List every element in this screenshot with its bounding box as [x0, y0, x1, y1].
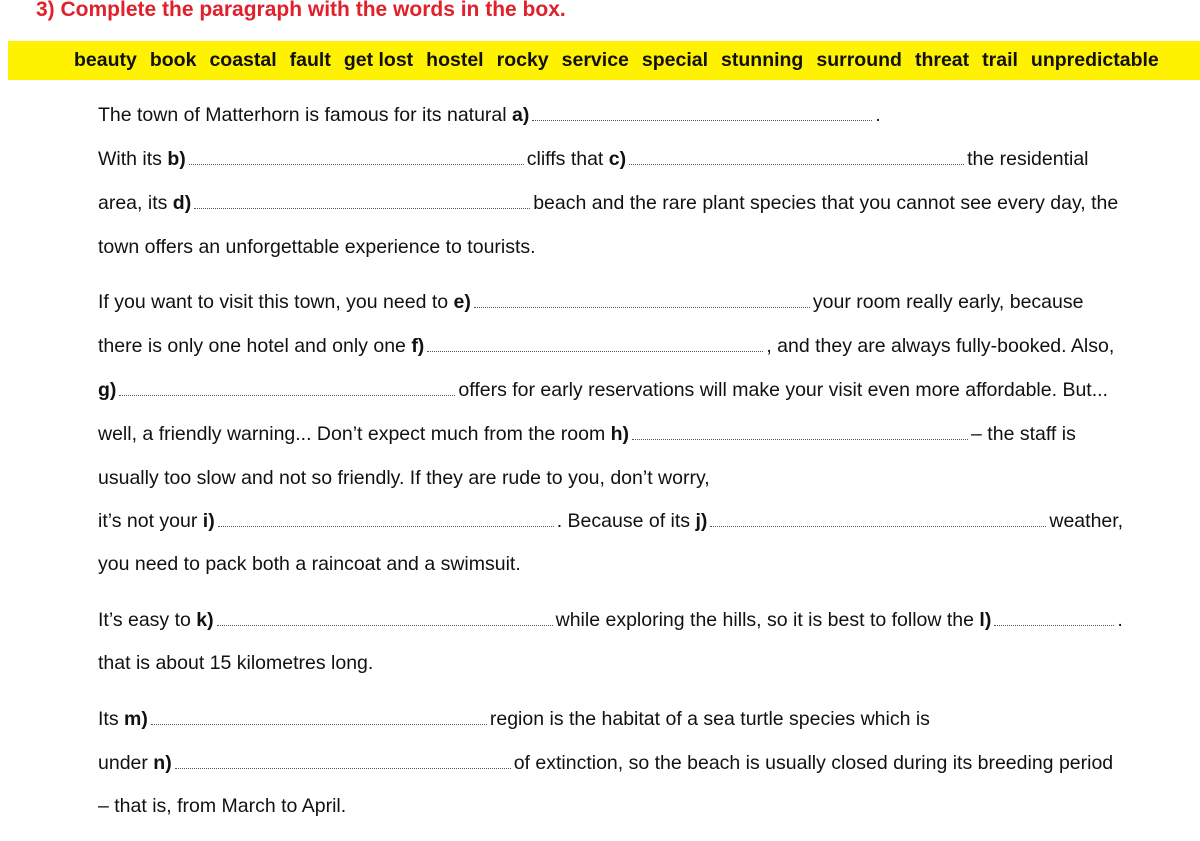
sentence-text: Its [98, 708, 125, 730]
sentence-text: offers for early reservations will make your visit even more affordable. But... [458, 379, 1108, 401]
gap-d-blank[interactable] [194, 204, 530, 209]
sentence-text: – that is, from March to April. [98, 795, 347, 817]
gap-k-blank[interactable] [217, 621, 553, 626]
gap-label-e: e) [453, 291, 471, 313]
sentence-text: , and they are always fully-booked. Also, [766, 335, 1115, 357]
sentence-text: you need to pack both a raincoat and a swimsuit. [98, 553, 521, 575]
word-box-item: trail [982, 49, 1018, 71]
sentence-text: beach and the rare plant species that you cannot see every day, the [533, 192, 1119, 214]
sentence-text: region is the habitat of a sea turtle species which is [489, 708, 930, 730]
paragraph-line [98, 291, 1083, 314]
sentence-text: while exploring the hills, so it is best to follow the [555, 609, 980, 631]
paragraph-line [98, 708, 930, 731]
paragraph-line [98, 652, 373, 675]
paragraph-line [98, 148, 1089, 171]
gap-i-blank[interactable] [218, 522, 554, 527]
gap-label-d: d) [172, 192, 192, 214]
gap-label-a: a) [512, 104, 530, 126]
paragraph-line [98, 752, 1113, 775]
sentence-text: that is about 15 kilometres long. [98, 652, 374, 674]
paragraph-line [98, 236, 536, 259]
sentence-text: . Because of its [556, 510, 696, 532]
paragraph-line [98, 335, 1114, 358]
paragraph-line [98, 609, 1123, 632]
sentence-text: The town of Matterhorn is famous for its natural [98, 104, 513, 126]
gap-label-g: g) [98, 379, 117, 401]
sentence-text: your room really early, because [812, 291, 1084, 313]
word-box-item: threat [914, 49, 970, 71]
sentence-text: area, its [98, 192, 173, 214]
gap-label-n: n) [153, 752, 172, 774]
word-box-item: fault [289, 49, 331, 71]
paragraph-line [98, 379, 1108, 402]
gap-label-f: f) [411, 335, 425, 357]
gap-label-c: c) [608, 148, 627, 170]
gap-m-blank[interactable] [151, 720, 487, 725]
gap-label-m: m) [124, 708, 148, 730]
word-box-item: stunning [721, 49, 804, 71]
sentence-text: It’s easy to [98, 609, 197, 631]
gap-g-blank[interactable] [119, 391, 455, 396]
paragraph-line [98, 423, 1076, 446]
gap-c-blank[interactable] [629, 160, 964, 165]
word-box-item: get lost [343, 49, 414, 71]
gap-j-blank[interactable] [710, 522, 1046, 527]
word-box [8, 41, 1200, 80]
gap-label-k: k) [196, 609, 214, 631]
sentence-text: weather, [1049, 510, 1124, 532]
paragraph-line [98, 510, 1123, 533]
word-box-item: unpredictable [1030, 49, 1159, 71]
gap-label-j: j) [695, 510, 708, 532]
gap-n-blank[interactable] [175, 764, 511, 769]
word-box-item: surround [816, 49, 902, 71]
gap-a-blank[interactable] [532, 116, 872, 121]
gap-h-blank[interactable] [632, 435, 968, 440]
paragraph-line [98, 795, 346, 818]
paragraph-line [98, 467, 710, 490]
sentence-text: town offers an unforgettable experience to tourists. [98, 236, 536, 258]
gap-label-h: h) [610, 423, 630, 445]
sentence-text: usually too slow and not so friendly. If they are rude to you, don’t worry, [98, 467, 710, 489]
sentence-text: of extinction, so the beach is usually closed during its breeding period [513, 752, 1114, 774]
word-box-item: service [561, 49, 629, 71]
gap-l-blank[interactable] [994, 621, 1114, 626]
sentence-text: well, a friendly warning... Don’t expect much from the room [98, 423, 611, 445]
sentence-text: the residential [967, 148, 1089, 170]
paragraph-line [98, 104, 881, 127]
sentence-text: . [875, 104, 881, 126]
sentence-text: With its [98, 148, 168, 170]
word-box-item: beauty [74, 49, 137, 71]
gap-f-blank[interactable] [427, 347, 763, 352]
paragraph-line [98, 192, 1118, 215]
gap-e-blank[interactable] [474, 303, 810, 308]
gap-label-l: l) [979, 609, 992, 631]
gap-label-i: i) [202, 510, 215, 532]
sentence-text: there is only one hotel and only one [98, 335, 412, 357]
word-box-item: coastal [209, 49, 277, 71]
sentence-text: cliffs that [526, 148, 609, 170]
gap-b-blank[interactable] [189, 160, 524, 165]
sentence-text: – the staff is [971, 423, 1076, 445]
gap-label-b: b) [167, 148, 186, 170]
sentence-text: If you want to visit this town, you need to [98, 291, 454, 313]
word-box-item: book [149, 49, 197, 71]
sentence-text: . [1117, 609, 1123, 631]
paragraph-line [98, 553, 521, 576]
sentence-text: under [98, 752, 154, 774]
exercise-title: 3) Complete the paragraph with the words in the box. [36, 0, 566, 21]
word-box-item: rocky [496, 49, 549, 71]
word-box-item: hostel [426, 49, 484, 71]
word-box-item: special [641, 49, 709, 71]
sentence-text: it’s not your [98, 510, 203, 532]
